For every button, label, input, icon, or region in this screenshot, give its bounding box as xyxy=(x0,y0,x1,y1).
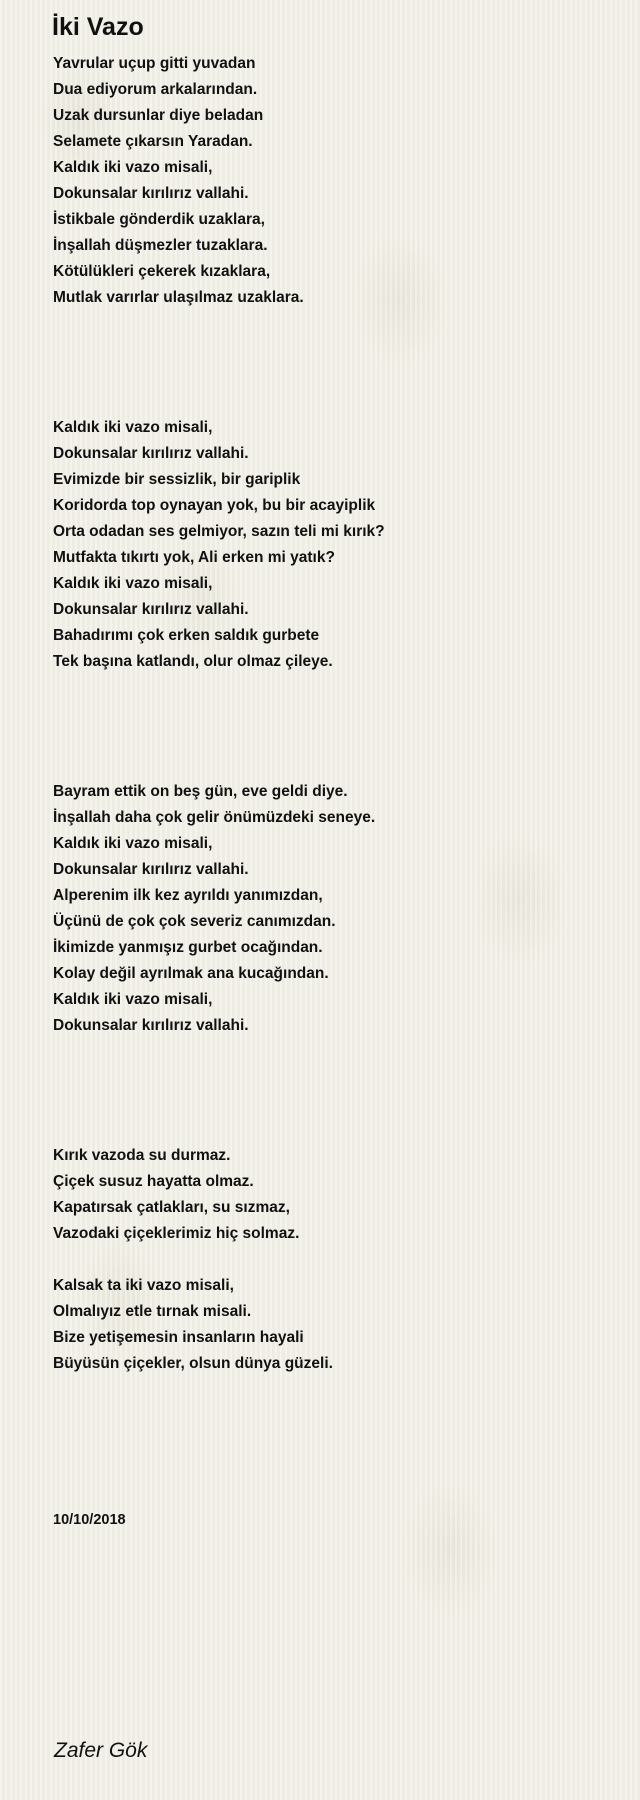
poem-line: Alperenim ilk kez ayrıldı yanımızdan, xyxy=(53,887,323,904)
poem-line: Çiçek susuz hayatta olmaz. xyxy=(53,1173,254,1190)
poem-line: Vazodaki çiçeklerimiz hiç solmaz. xyxy=(53,1225,300,1242)
poem-line: Selamete çıkarsın Yaradan. xyxy=(53,133,253,150)
poem-line: Kaldık iki vazo misali, xyxy=(53,419,213,436)
poem-line: İnşallah daha çok gelir önümüzdeki seneye. xyxy=(53,809,376,826)
poem-line: Dua ediyorum arkalarından. xyxy=(53,81,258,98)
poem-title: İki Vazo xyxy=(52,13,144,41)
poem-line: İstikbale gönderdik uzaklara, xyxy=(53,211,265,228)
poem-line: Kolay değil ayrılmak ana kucağından. xyxy=(53,965,329,982)
stanza-spacer xyxy=(53,1377,613,1507)
poem-line: Kaldık iki vazo misali, xyxy=(53,991,213,1008)
poem-line: Bayram ettik on beş gün, eve geldi diye. xyxy=(53,783,348,800)
stanza-5 xyxy=(53,1273,613,1377)
poem-line: Orta odadan ses gelmiyor, sazın teli mi kırık? xyxy=(53,523,385,540)
poem-line: Dokunsalar kırılırız vallahi. xyxy=(53,861,249,878)
poem-line: Dokunsalar kırılırız vallahi. xyxy=(53,185,249,202)
poem-line: Dokunsalar kırılırız vallahi. xyxy=(53,601,249,618)
poem-date: 10/10/2018 xyxy=(53,1512,126,1528)
stanza-spacer xyxy=(53,1247,613,1273)
stanza-3 xyxy=(53,779,613,1039)
stanza-spacer xyxy=(53,1039,613,1143)
poem-line: Uzak dursunlar diye beladan xyxy=(53,107,264,124)
poem-line: Kötülükleri çekerek kızaklara, xyxy=(53,263,271,280)
poem-line: Kırık vazoda su durmaz. xyxy=(53,1147,231,1164)
poem-line: Dokunsalar kırılırız vallahi. xyxy=(53,1017,249,1034)
stanza-4 xyxy=(53,1143,613,1247)
poem-line: Kalsak ta iki vazo misali, xyxy=(53,1277,234,1294)
poem-line: Olmalıyız etle tırnak misali. xyxy=(53,1303,252,1320)
poem-line: Mutfakta tıkırtı yok, Ali erken mi yatık? xyxy=(53,549,335,566)
stanza-1 xyxy=(53,51,613,311)
poem-line: Kapatırsak çatlakları, su sızmaz, xyxy=(53,1199,290,1216)
poem-line: Dokunsalar kırılırız vallahi. xyxy=(53,445,249,462)
poem-line: Kaldık iki vazo misali, xyxy=(53,835,213,852)
stanza-spacer xyxy=(53,311,613,415)
poem-line: İnşallah düşmezler tuzaklara. xyxy=(53,237,268,254)
poem-line: Koridorda top oynayan yok, bu bir acayiplik xyxy=(53,497,376,514)
poem-line: Mutlak varırlar ulaşılmaz uzaklara. xyxy=(53,289,304,306)
poem-line: Üçünü de çok çok severiz canımızdan. xyxy=(53,913,336,930)
poem-author: Zafer Gök xyxy=(54,1739,148,1762)
poem-line: Yavrular uçup gitti yuvadan xyxy=(53,55,256,72)
stanza-spacer xyxy=(53,675,613,779)
poem-line: Büyüsün çiçekler, olsun dünya güzeli. xyxy=(53,1355,333,1372)
poem-body xyxy=(53,51,613,1533)
poem-line: Kaldık iki vazo misali, xyxy=(53,575,213,592)
poem-line: Bahadırımı çok erken saldık gurbete xyxy=(53,627,320,644)
poem-line: Kaldık iki vazo misali, xyxy=(53,159,213,176)
poem-line: Evimizde bir sessizlik, bir gariplik xyxy=(53,471,301,488)
stanza-2 xyxy=(53,415,613,675)
poem-line: İkimizde yanmışız gurbet ocağından. xyxy=(53,939,323,956)
poem-line: Tek başına katlandı, olur olmaz çileye. xyxy=(53,653,333,670)
poem-line: Bize yetişemesin insanların hayali xyxy=(53,1329,304,1346)
